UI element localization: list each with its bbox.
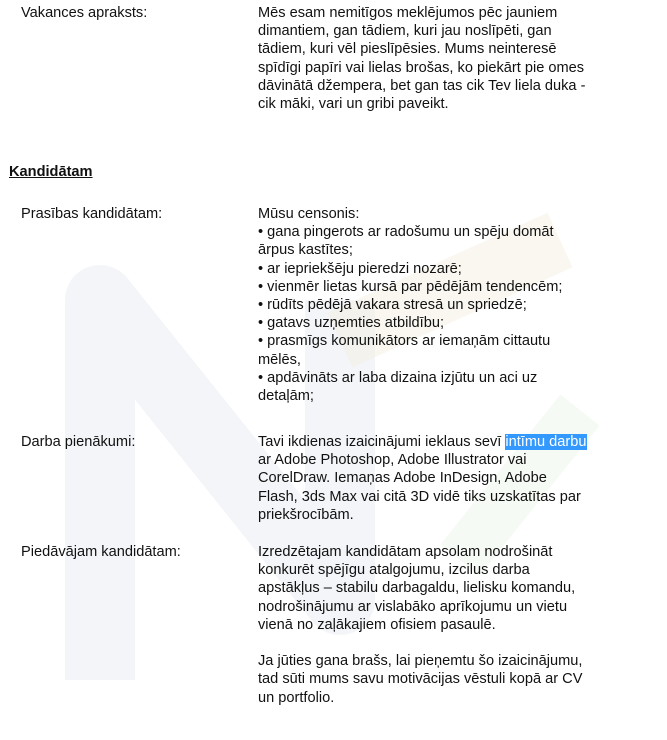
text-line: spīdīgi papīri vai lielas brošas, ko piekārt pie omes [258, 59, 585, 76]
text-line: tad sūti mums savu motivācijas vēstuli kopā ar CV [258, 671, 583, 688]
text-line: un portfolio. [258, 689, 335, 706]
text-line: cik māki, vari un gribi paveikt. [258, 96, 449, 113]
bullet-item: • gana pingerots ar radošumu un spēju domāt [258, 224, 554, 241]
vacancy-text [258, 4, 648, 113]
text-line: dāvinātā džempera, bet gan tas cik Tev liela duka - [258, 77, 586, 94]
duties-first-line: Tavi ikdienas izaicinājumi ieklaus sevī [258, 434, 506, 450]
duties-text [258, 433, 648, 524]
text-line: dimantiem, gan tādiem, kuri jau noslīpēti, gan [258, 23, 552, 40]
text-line: Ja jūties gana brašs, lai pieņemtu šo izaicinājumu, [258, 653, 583, 670]
text-line: apstākļus – stabilu darbagaldu, lielisku komandu, [258, 580, 576, 597]
text-line: mēlēs, [258, 351, 301, 368]
text-line: ar Adobe Photoshop, Adobe Illustrator vai [258, 452, 527, 469]
bullet-item: • gatavs uzņemties atbildību; [258, 315, 445, 332]
text-line [258, 433, 648, 451]
vacancy-label: Vakances apraksts: [21, 5, 148, 21]
text-line: vienā no zaļākajiem ofisiem pasaulē. [258, 616, 496, 633]
text-line: detaļām; [258, 388, 314, 405]
text-line: tādiem, kuri vēl pieslīpēsies. Mums neinteresē [258, 41, 557, 58]
offer-text [258, 543, 648, 707]
text-line: Mūsu censonis: [258, 206, 360, 222]
selected-text-highlight[interactable]: intīmu darbu [505, 434, 587, 450]
bullet-item: • apdāvināts ar laba dizaina izjūtu un aci uz [258, 369, 538, 386]
bullet-item: • prasmīgs komunikātors ar iemaņām cittautu [258, 333, 551, 350]
section-heading-candidate: Kandidātam [9, 164, 93, 180]
text-line: nodrošinājumu ar vislabāko aprīkojumu un vietu [258, 598, 568, 615]
paragraph-gap [258, 634, 648, 652]
bullet-item: • rūdīts pēdējā vakara stresā un spriedzē; [258, 297, 527, 314]
offer-label: Piedāvājam kandidātam: [21, 544, 181, 560]
requirements-label: Prasības kandidātam: [21, 206, 163, 222]
text-line: Mēs esam nemitīgos meklējumos pēc jauniem [258, 5, 558, 21]
text-line: Izredzētajam kandidātam apsolam nodrošināt [258, 544, 553, 560]
text-line: CorelDraw. Iemaņas Adobe InDesign, Adobe [258, 470, 547, 487]
text-line: ārpus kastītes; [258, 242, 353, 259]
text-line: konkurēt spējīgu atalgojumu, izcilus darba [258, 562, 530, 579]
requirements-text [258, 205, 648, 405]
bullet-item: • ar iepriekšēju pieredzi nozarē; [258, 260, 462, 277]
duties-label: Darba pienākumi: [21, 434, 136, 450]
text-line: priekšrocībām. [258, 506, 354, 523]
bullet-item: • vienmēr lietas kursā par pēdējām tendencēm; [258, 278, 563, 295]
text-line: Flash, 3ds Max vai citā 3D vidē tiks uzskatītas par [258, 488, 581, 505]
